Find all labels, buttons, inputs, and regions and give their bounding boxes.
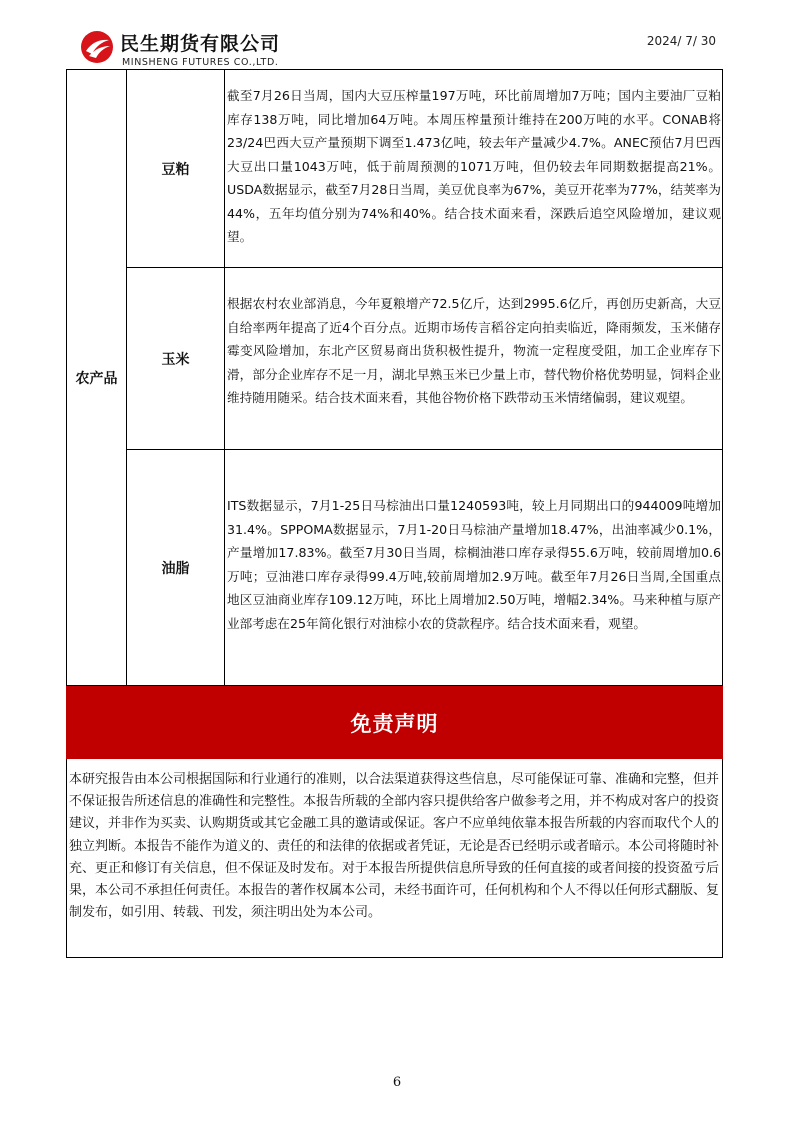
disclaimer-text: 本研究报告由本公司根据国际和行业通行的准则，以合法渠道获得这些信息，尽可能保证可靠、准确和完整，但并不保证报告所述信息的准确性和完整性。本报告所载的全部内容只提供给客户做参考之用，并不构成对客户的投资建议，并非作为买卖、认购期货或其它金融工具的邀请或保证。客户不应单纯依靠本报告所载的内容而取代个人的独立判断。本报告不能作为道义的、责任的和法律的依据或者凭证，无论是否已经明示或者暗示。本公司将随时补充、更正和修订有关信息，但不保证及时发布。对于本报告所提供信息所导致的任何直接的或者间接的投资盈亏后果，本公司不承担任何责任。本报告的著作权属本公司，未经书面许可，任何机构和个人不得以任何形式翻版、复制发布，如引用、转载、刊发，须注明出处为本公司。 xyxy=(69,772,720,921)
disclaimer-title: 免责声明 xyxy=(66,686,723,759)
product-commentary-oils: ITS数据显示，7月1-25日马棕油出口量1240593吨，较上月同期出口的944009吨增加31.4%。SPPOMA数据显示，7月1-20日马棕油产量增加18.47%，出油率减少0.1%，产量增加17.83%。截至7月30日当周，棕榈油港口库存录得55.6万吨，较前周增加0.6万吨；豆油港口库存录得99.4万吨,较前周增加2.9万吨。截至年7月26日当周,全国重点地区豆油商业库存109.12万吨，环比上周增加2.50万吨，增幅2.34%。马来种植与原产业部考虑在25年简化银行对油棕小农的贷款程序。结合技术面来看，观望。 xyxy=(227,498,721,631)
company-name-cn: 民生期货有限公司 xyxy=(120,33,281,55)
product-name-corn: 玉米 xyxy=(161,351,190,368)
column-divider xyxy=(224,70,225,685)
disclaimer-box xyxy=(66,759,723,958)
company-name-en: MINSHENG FUTURES CO.,LTD. xyxy=(122,57,279,68)
commodity-table xyxy=(66,69,723,686)
report-date: 2024/ 7/ 30 xyxy=(646,34,716,48)
category-label: 农产品 xyxy=(75,370,118,387)
product-commentary-soymeal: 截至7月26日当周，国内大豆压榨量197万吨，环比前周增加7万吨；国内主要油厂豆粕库存138万吨，同比增加64万吨。本周压榨量预计维持在200万吨的水平。CONAB将23/24巴西大豆产量预期下调至1.473亿吨，较去年产量减少4.7%。ANEC预估7月巴西大豆出口量1043万吨，低于前周预测的1071万吨，但仍较去年同期数据提高21%。USDA数据显示，截至7月28日当周，美豆优良率为67%，美豆开花率为77%，结荚率为44%，五年均值分别为74%和40%。结合技术面来看，深跌后追空风险增加，建议观望。 xyxy=(227,88,721,244)
product-name-oils: 油脂 xyxy=(161,560,190,577)
product-commentary-corn: 根据农村农业部消息，今年夏粮增产72.5亿斤，达到2995.6亿斤，再创历史新高，大豆自给率两年提高了近4个百分点。近期市场传言稻谷定向拍卖临近，降雨频发，玉米储存霉变风险增加，东北产区贸易商出货积极性提升，物流一定程度受阻，加工企业库存下滑，部分企业库存不足一月，湖北早熟玉米已少量上市，替代物价格优势明显，饲料企业维持随用随采。结合技术面来看，其他谷物价格下跌带动玉米情绪偏弱，建议观望。 xyxy=(227,296,721,405)
company-logo-icon xyxy=(80,30,114,64)
page-number: 6 xyxy=(392,1075,402,1090)
product-name-soymeal: 豆粕 xyxy=(161,161,190,178)
